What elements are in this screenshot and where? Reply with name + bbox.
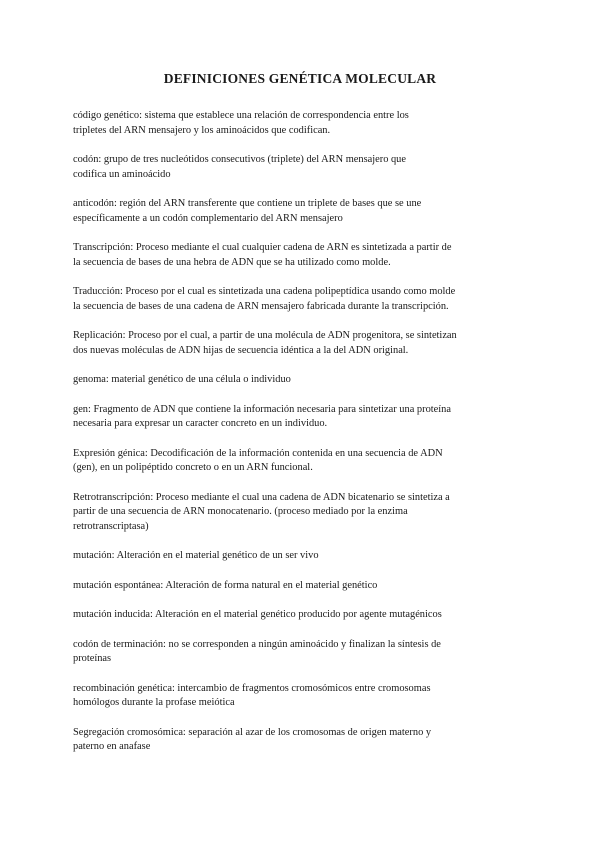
definition-line: mutación: Alteración en el material genético de un ser vivo [73,550,319,561]
definition-line: partir de una secuencia de ARN monocatenario. (proceso mediado por la enzima [73,506,408,517]
definition-codigo-genetico [73,109,523,138]
definition-line: Transcripción: Proceso mediante el cual cualquier cadena de ARN es sintetizada a partir de [73,242,452,253]
definition-line: Segregación cromosómica: separación al azar de los cromosomas de origen materno y [73,726,432,738]
definition-line: codifica un aminoácido [73,168,171,180]
definition-line: proteínas [73,653,112,664]
definition-expresion-genica [73,447,523,476]
definition-mutacion-inducida [73,608,523,623]
definition-mutacion-espontanea [73,579,523,594]
definition-line: específicamente a un codón complementario del ARN mensajero [73,212,343,224]
definition-line: paterno en anafase [73,741,151,752]
definition-replicacion [73,329,523,358]
definition-line: retrotranscriptasa) [73,520,149,532]
definition-line: codón: grupo de tres nucleótidos consecutivos (triplete) del ARN mensajero que [73,154,406,165]
definition-line: recombinación genética: intercambio de fragmentos cromosómicos entre cromosomas [73,682,431,694]
definition-line: Traducción: Proceso por el cual es sintetizada una cadena polipeptídica usando como molde [73,286,456,297]
definition-line: mutación inducida: Alteración en el material genético producido por agente mutagénicos [73,609,442,620]
definition-line: código genético: sistema que establece una relación de correspondencia entre los [73,110,409,121]
definition-line: dos nuevas moléculas de ADN hijas de secuencia idéntica a la del ADN original. [73,344,409,356]
page-title: DEFINICIONES GENÉTICA MOLECULAR [163,71,437,86]
definition-traduccion [73,285,523,314]
definition-line: Expresión génica: Decodificación de la información contenida en una secuencia de ADN [73,447,443,459]
definition-codon-terminacion [73,638,523,667]
definition-line: mutación espontánea: Alteración de forma natural en el material genético [73,579,378,591]
definition-line: Replicación: Proceso por el cual, a partir de una molécula de ADN progenitora, se sintetizan [73,330,457,341]
definition-mutacion [73,549,523,564]
definition-line: la secuencia de bases de una hebra de ADN que se ha utilizado como molde. [73,256,391,268]
definition-line: homólogos durante la profase meiótica [73,697,235,708]
definition-line: genoma: material genético de una célula o individuo [73,374,291,385]
definition-recombinacion-genetica [73,682,523,711]
definition-transcripcion [73,241,523,270]
definition-line: tripletes del ARN mensajero y los aminoácidos que codifican. [73,124,331,136]
definition-anticodon [73,197,523,226]
definition-retrotranscripcion [73,491,523,535]
definition-line: codón de terminación: no se corresponden a ningún aminoácido y finalizan la síntesis de [73,638,441,650]
definition-line: Retrotranscripción: Proceso mediante el cual una cadena de ADN bicatenario se sintetiza a [73,491,450,503]
definition-gen [73,403,523,432]
definition-genoma [73,373,523,388]
definition-line: la secuencia de bases de una cadena de ARN mensajero fabricada durante la transcripción. [73,300,449,312]
definition-line: necesaria para expresar un caracter concreto en un individuo. [73,418,328,429]
definition-segregacion-cromosomica [73,726,523,755]
definition-line: gen: Fragmento de ADN que contiene la información necesaria para sintetizar una proteína [73,403,451,415]
definition-line: (gen), en un polipéptido concreto o en un ARN funcional. [73,462,313,473]
definition-codon [73,153,523,182]
definition-line: anticodón: región del ARN transferente que contiene un triplete de bases que se une [73,198,422,209]
definitions-list [73,109,523,770]
